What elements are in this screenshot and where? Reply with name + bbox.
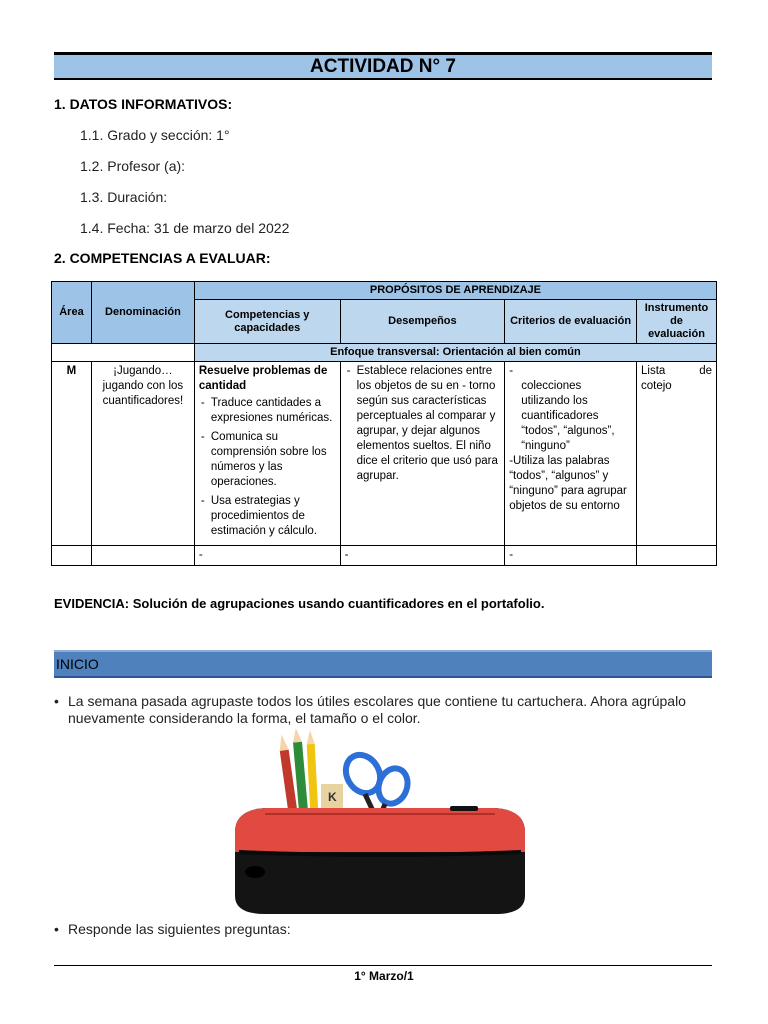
section-competencias-heading: 2. COMPETENCIAS A EVALUAR: [54, 250, 271, 266]
capacidad-item: - Usa estrategias y procedimientos de estimación y cálculo. [199, 494, 336, 539]
datos-item-duracion: 1.3. Duración: [80, 189, 168, 205]
competencia-title: Resuelve problemas de cantidad [198, 365, 328, 392]
empty-cell-dash: - [505, 546, 637, 566]
criterio-2: -Utiliza las palabras “todos”, “algunos” y “ninguno” para agrupar objetos de su entorno [509, 455, 627, 512]
header-competencias: Competencias y capacidades [194, 300, 340, 344]
bullet-icon: • [54, 693, 59, 709]
capacidad-item: - Comunica su comprensión sobre los números y las operaciones. [199, 430, 336, 490]
inicio-heading: INICIO [54, 650, 712, 678]
footer-divider [54, 965, 712, 966]
header-instrumento: Instrumento de evaluación [637, 300, 717, 344]
cell-competencias [194, 362, 340, 546]
datos-item-grado: 1.1. Grado y sección: 1° [80, 127, 230, 143]
page-footer: 1° Marzo/1 [354, 969, 414, 983]
pencil-case-image [225, 728, 535, 918]
datos-item-profesor: 1.2. Profesor (a): [80, 158, 186, 174]
header-propositos: PROPÓSITOS DE APRENDIZAJE [194, 282, 716, 300]
bullet-item [54, 921, 714, 938]
criterio-1: colecciones utilizando los cuantificadores “todos”, “algunos”, “ninguno” [521, 380, 615, 452]
cell-desempeno [340, 362, 505, 546]
header-criterios: Criterios de evaluación [505, 300, 637, 344]
cell-area: M [52, 362, 92, 546]
header-denominacion: Denominación [91, 282, 194, 344]
empty-cell-dash: - [340, 546, 505, 566]
pencil-label: K [328, 790, 337, 804]
section-datos-heading: 1. DATOS INFORMATIVOS: [54, 96, 233, 112]
competencias-table [51, 281, 717, 566]
bullet-text: La semana pasada agrupaste todos los útiles escolares que contiene tu cartuchera. Ahora agrúpalo nuevamente considerando la forma, el tamaño o el color. [68, 693, 686, 726]
evidencia-text: EVIDENCIA: Solución de agrupaciones usando cuantificadores en el portafolio. [54, 596, 545, 611]
datos-item-fecha: 1.4. Fecha: 31 de marzo del 2022 [80, 220, 290, 236]
desempeno-item: - Establece relaciones entre los objetos de su en - torno según sus características perceptuales al comparar y agrupar, y dejar algunos elementos sueltos. El niño dice el criterio que usó para agrupar. [345, 364, 501, 484]
cell-instrumento: Lista de cotejo [637, 362, 717, 546]
header-blank [52, 344, 195, 362]
activity-title: ACTIVIDAD N° 7 [54, 52, 712, 80]
bullet-icon: • [54, 921, 59, 937]
capacidad-item: - Traduce cantidades a expresiones numéricas. [199, 396, 336, 426]
cell-criterios [505, 362, 637, 546]
empty-cell [91, 546, 194, 566]
header-area: Área [52, 282, 92, 344]
enfoque-transversal: Enfoque transversal: Orientación al bien común [194, 344, 716, 362]
empty-cell [637, 546, 717, 566]
cell-denominacion: ¡Jugando… jugando con los cuantificadores! [91, 362, 194, 546]
bullet-item [54, 693, 714, 727]
empty-cell [52, 546, 92, 566]
criterio-dash: - [509, 365, 514, 377]
header-desempenos: Desempeños [340, 300, 505, 344]
case-icon [235, 806, 525, 914]
empty-cell-dash: - [194, 546, 340, 566]
bullet-text: Responde las siguientes preguntas: [68, 921, 291, 937]
